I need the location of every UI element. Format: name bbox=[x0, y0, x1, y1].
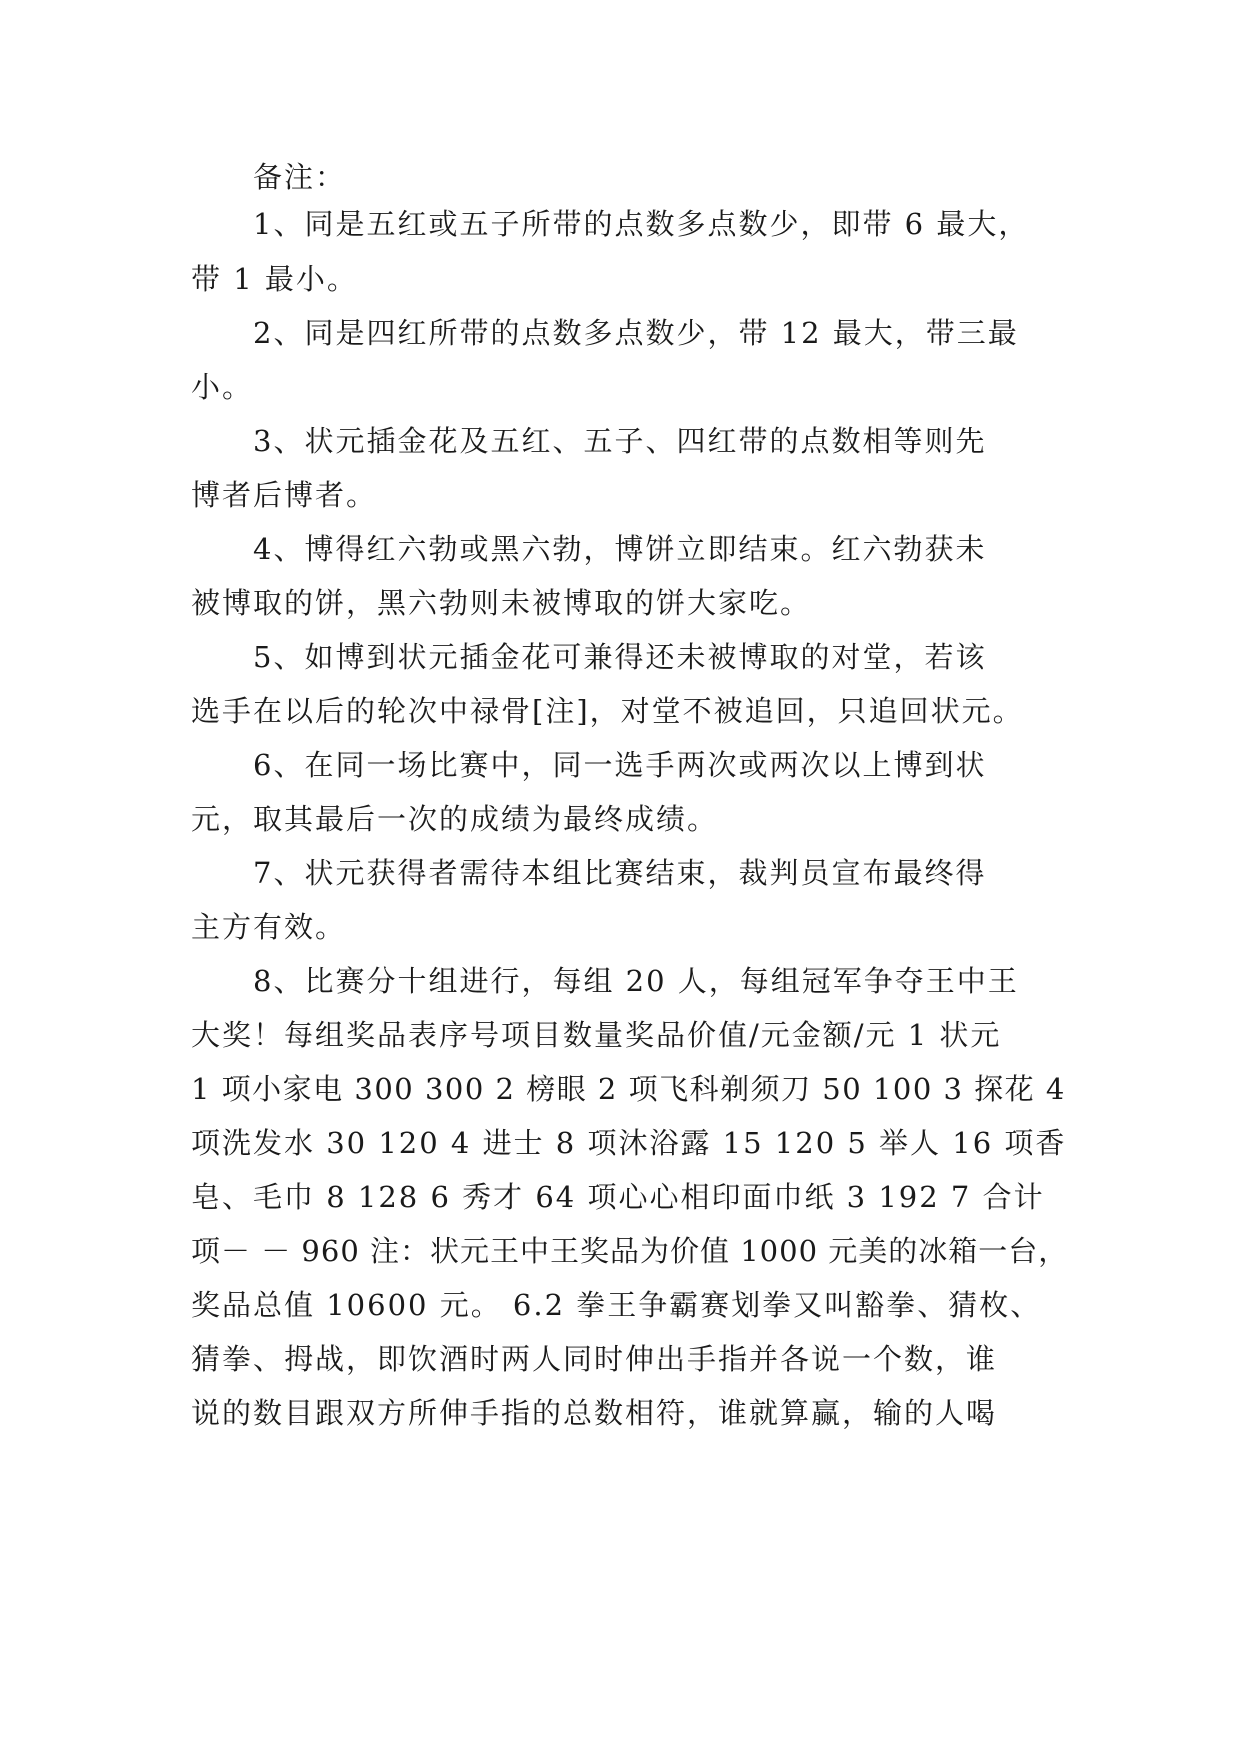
text-line: 被博取的饼，黑六勃则未被博取的饼大家吃。 bbox=[191, 586, 812, 620]
text-line: 2、同是四红所带的点数多点数少，带 12 最大，带三最 bbox=[253, 316, 1019, 350]
text-line: 选手在以后的轮次中禄骨[注]，对堂不被追回，只追回状元。 bbox=[191, 694, 1024, 728]
text-line: 说的数目跟双方所伸手指的总数相符，谁就算赢，输的人喝 bbox=[191, 1396, 998, 1430]
text-line: 8、比赛分十组进行，每组 20 人，每组冠军争夺王中王 bbox=[253, 964, 1019, 998]
text-line: 项洗发水 30 120 4 进士 8 项沐浴露 15 120 5 举人 16 项香 bbox=[191, 1126, 1067, 1160]
note-heading: 备注： bbox=[253, 160, 347, 194]
text-line: 5、如博到状元插金花可兼得还未被博取的对堂，若该 bbox=[253, 640, 987, 674]
text-line: 猜拳、拇战，即饮酒时两人同时伸出手指并各说一个数，谁 bbox=[191, 1342, 998, 1376]
text-line: 主方有效。 bbox=[191, 910, 347, 944]
text-line: 1 项小家电 300 300 2 榜眼 2 项飞科剃须刀 50 100 3 探花 4 bbox=[191, 1072, 1066, 1106]
text-line: 奖品总值 10600 元。 6.2 拳王争霸赛划拳又叫豁拳、猜枚、 bbox=[191, 1288, 1042, 1322]
text-line: 4、博得红六勃或黑六勃，博饼立即结束。红六勃获未 bbox=[253, 532, 987, 566]
text-line: 大奖！每组奖品表序号项目数量奖品价值/元金额/元 1 状元 bbox=[191, 1018, 1002, 1052]
text-line: 元，取其最后一次的成绩为最终成绩。 bbox=[191, 802, 719, 836]
text-line: 7、状元获得者需待本组比赛结束，裁判员宣布最终得 bbox=[253, 856, 987, 890]
text-line: 3、状元插金花及五红、五子、四红带的点数相等则先 bbox=[253, 424, 987, 458]
text-line: 1、同是五红或五子所带的点数多点数少，即带 6 最大， bbox=[253, 207, 1030, 241]
text-line: 博者后博者。 bbox=[191, 478, 378, 512]
text-line: 项－ － 960 注：状元王中王奖品为价值 1000 元美的冰箱一台， bbox=[191, 1234, 1069, 1268]
text-line: 皂、毛巾 8 128 6 秀才 64 项心心相印面巾纸 3 192 7 合计 bbox=[191, 1180, 1045, 1214]
text-line: 小。 bbox=[191, 370, 254, 404]
text-line: 带 1 最小。 bbox=[191, 262, 358, 296]
text-line: 6、在同一场比赛中，同一选手两次或两次以上博到状 bbox=[253, 748, 987, 782]
